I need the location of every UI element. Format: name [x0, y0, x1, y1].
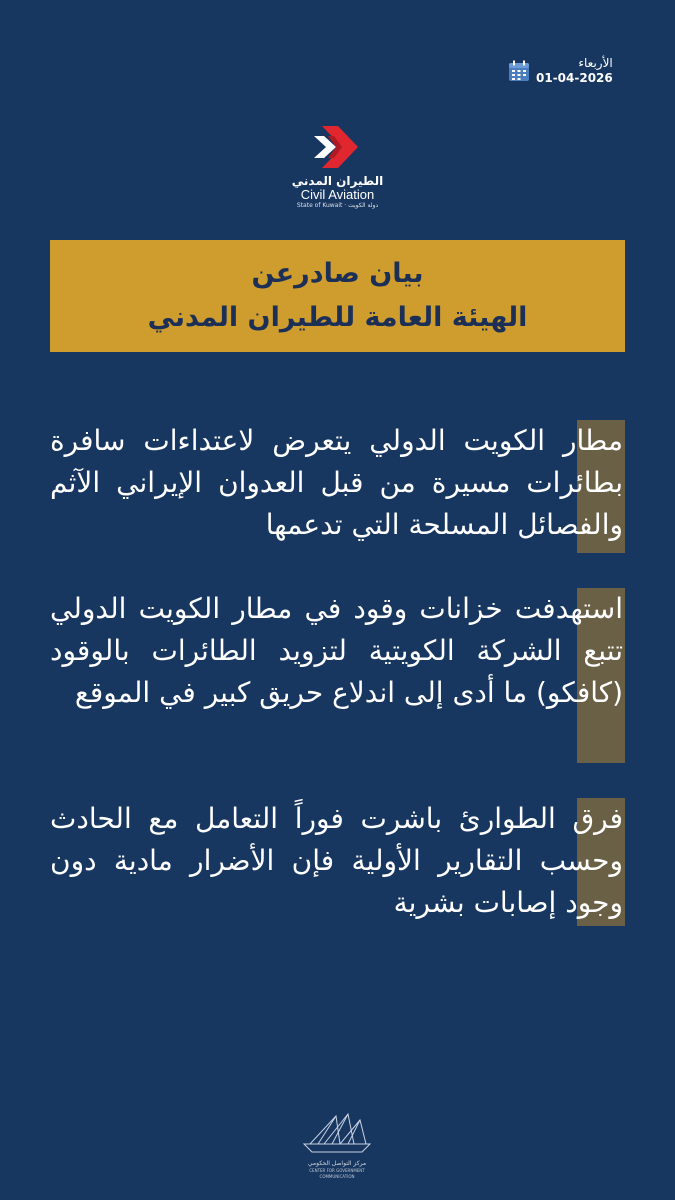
- logo-english-name: Civil Aviation: [300, 187, 375, 202]
- calendar-icon: [508, 60, 530, 82]
- dhow-sail-logo: [296, 1110, 378, 1156]
- date-value: 01-04-2026: [536, 71, 613, 85]
- paragraph-1: [50, 420, 625, 553]
- title-line-2: الهيئة العامة للطيران المدني: [147, 302, 528, 333]
- paragraph-text: استهدفت خزانات وقود في مطار الكويت الدولي تتبع الشركة الكويتية لتزويد الطائرات بالوقود (كافكو) ما أدى إلى اندلاع حريق كبير في الموقع: [50, 592, 623, 709]
- paragraph-text: مطار الكويت الدولي يتعرض لاعتداءات سافرة بطائرات مسيرة من قبل العدوان الإيراني الآثم والفصائل المسلحة التي تدعمها: [50, 424, 623, 541]
- title-line-1: بيان صادرعن: [251, 258, 424, 289]
- paragraph-2: [50, 588, 625, 763]
- logo-subtitle: State of Kuwait · دولة الكويت: [296, 202, 379, 209]
- date-block: [508, 56, 613, 86]
- paragraph-3: [50, 798, 625, 926]
- civil-aviation-chevron-logo: [312, 122, 364, 172]
- date-text: [536, 56, 613, 86]
- civil-aviation-logo: [280, 122, 395, 210]
- logo-arabic-name: الطيران المدني: [291, 174, 384, 188]
- paragraph-text: فرق الطوارئ باشرت فوراً التعامل مع الحادث وحسب التقارير الأولية فإن الأضرار مادية دون وجود إصابات بشرية: [50, 802, 623, 919]
- statement-title-box: [50, 240, 625, 352]
- footer-arabic: مركز التواصل الحكومي: [307, 1160, 367, 1167]
- date-day: الأربعاء: [578, 56, 613, 70]
- footer-english: CENTER FOR GOVERNMENT COMMUNICATION: [309, 1168, 365, 1179]
- government-communication-logo: [296, 1110, 378, 1180]
